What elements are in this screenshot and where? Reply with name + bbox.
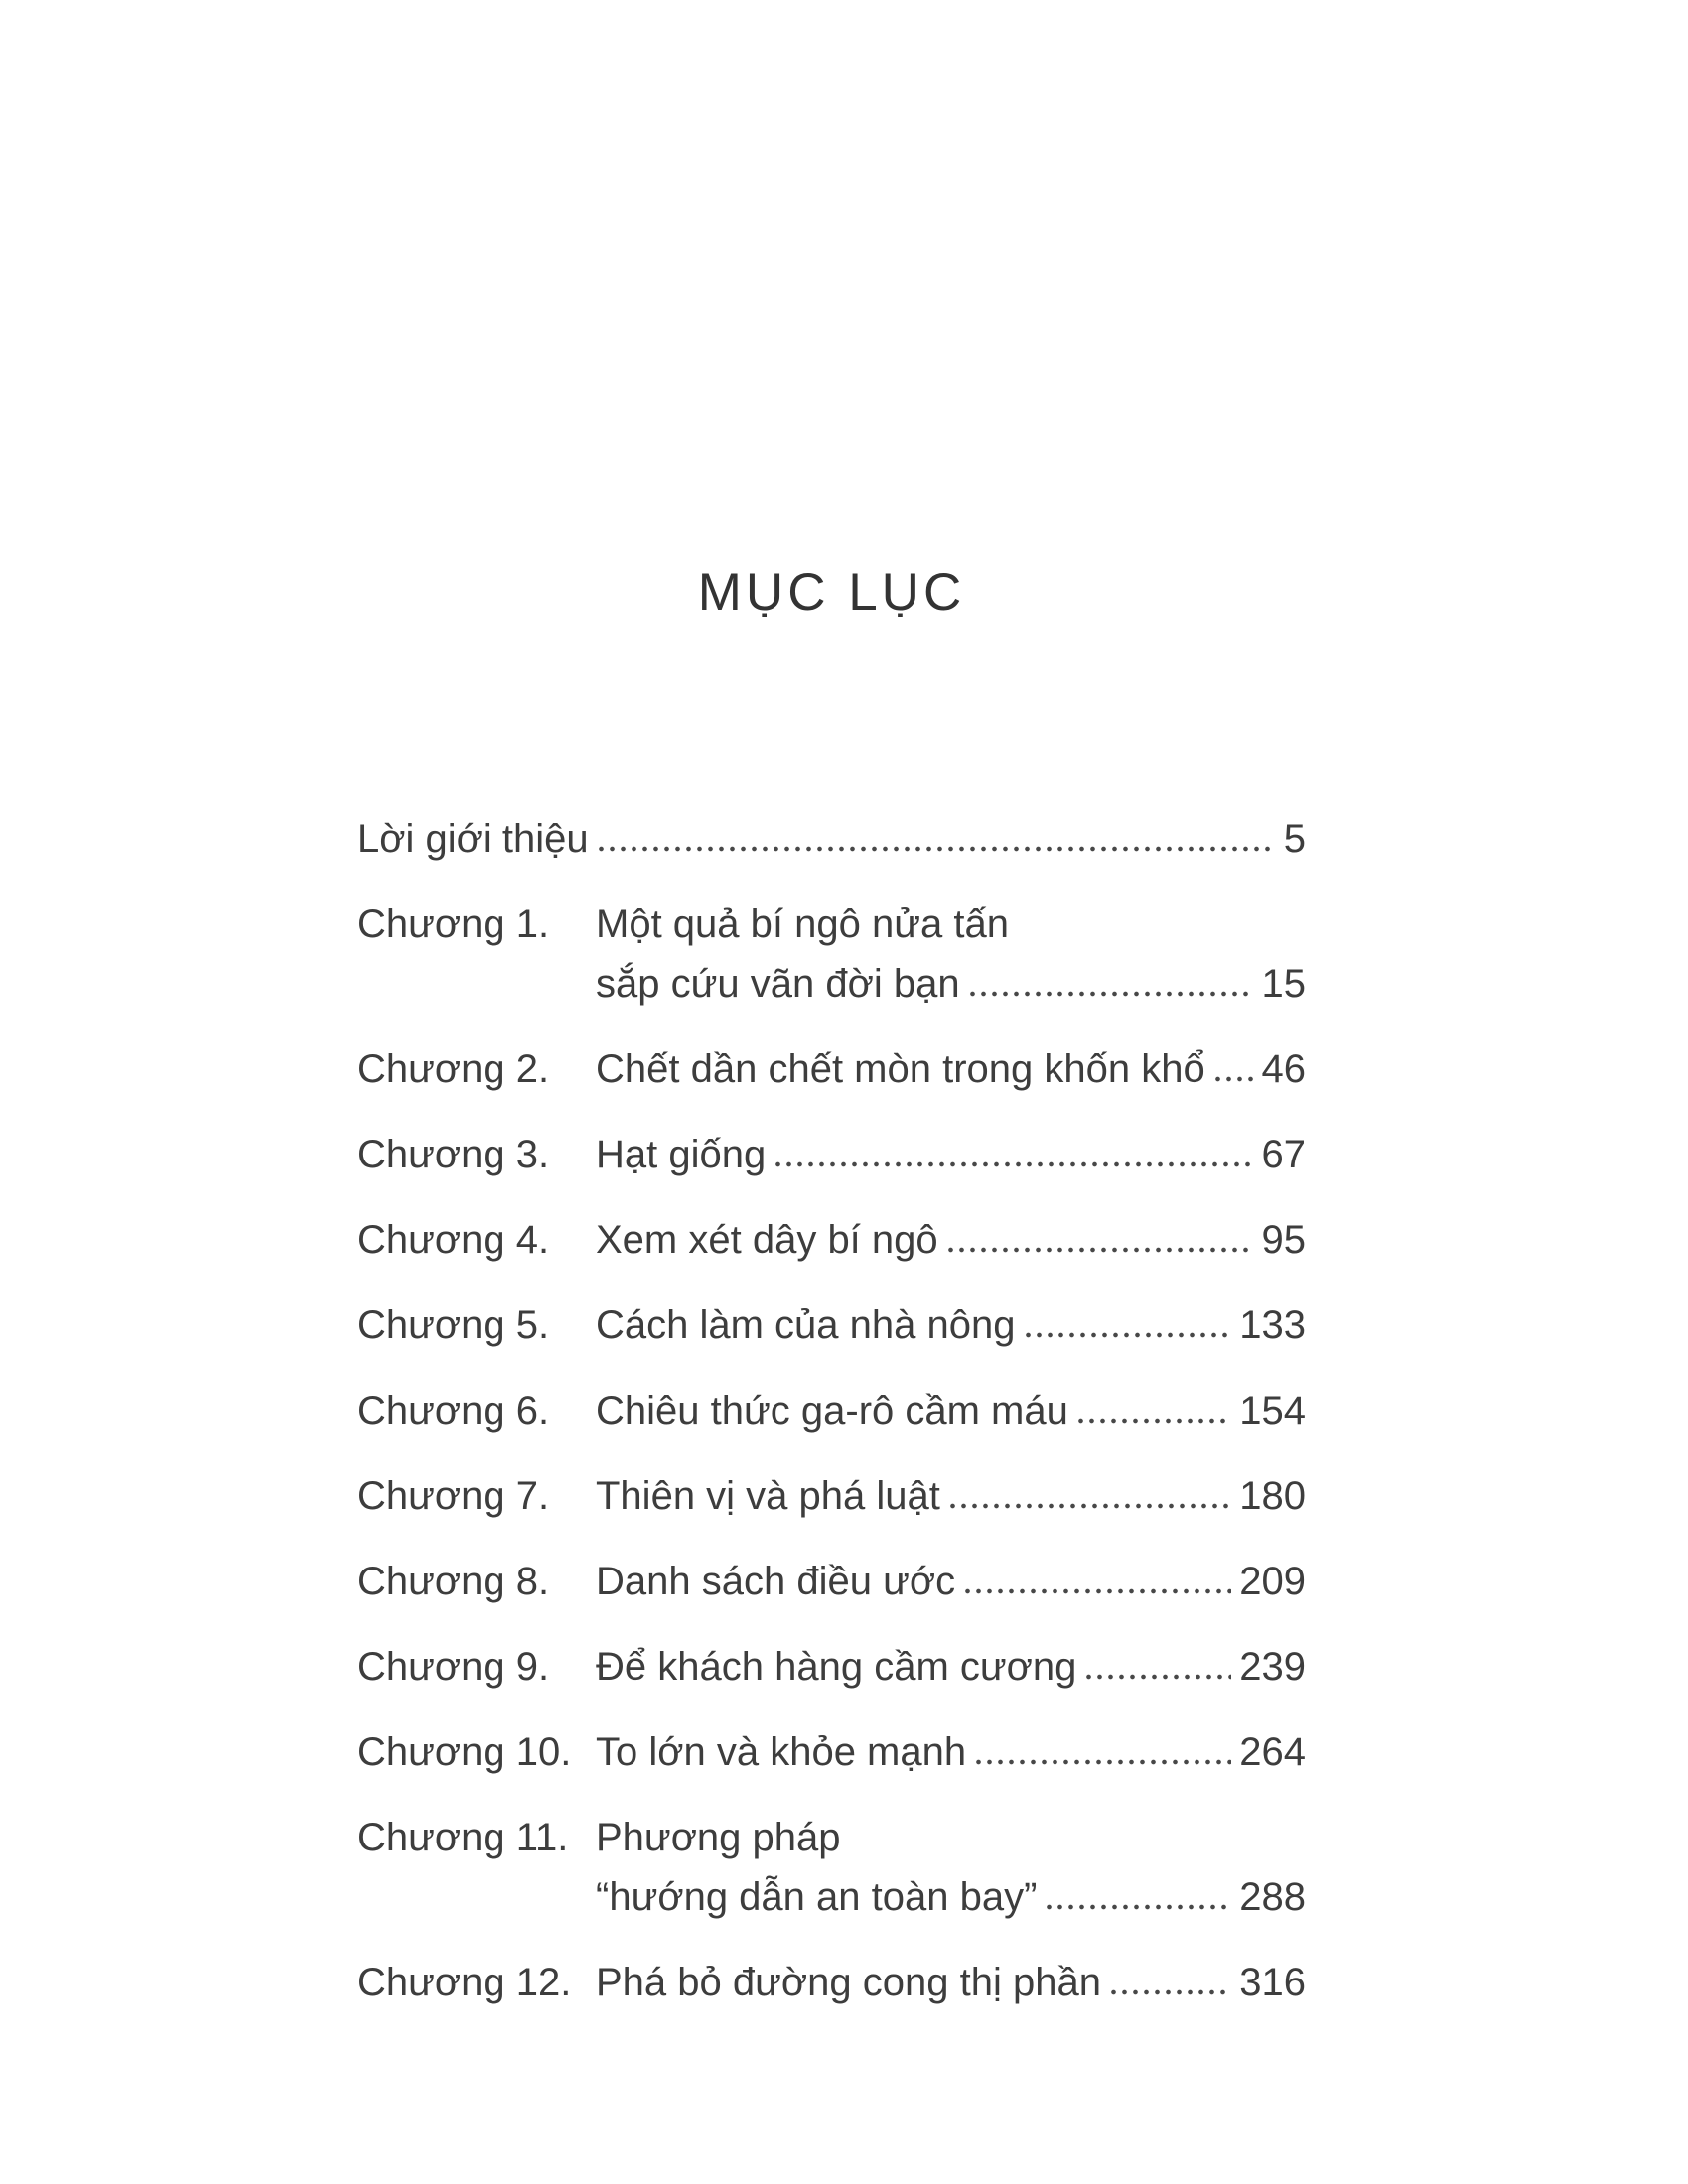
chapter-title: Cách làm của nhà nông <box>596 1303 1016 1347</box>
toc-entry <box>357 894 1306 1014</box>
toc-entry <box>357 1466 1306 1526</box>
page-number: 5 <box>1283 817 1306 861</box>
entry-body <box>357 809 1306 869</box>
entry-body <box>596 1125 1306 1184</box>
page-number: 95 <box>1261 1218 1306 1262</box>
dot-leader <box>1026 1332 1232 1338</box>
toc-list <box>357 809 1306 2038</box>
dot-leader <box>599 846 1276 852</box>
entry-body <box>596 1210 1306 1270</box>
entry-line <box>596 1210 1306 1270</box>
page-number: 46 <box>1261 1047 1306 1091</box>
entry-body <box>596 1722 1306 1782</box>
dot-leader <box>775 1161 1253 1167</box>
entry-body <box>596 1637 1306 1697</box>
chapter-label: Chương 2. <box>357 1047 550 1091</box>
entry-line <box>596 1637 1306 1697</box>
page-number: 288 <box>1239 1875 1306 1919</box>
toc-entry <box>357 1210 1306 1270</box>
chapter-title: Lời giới thiệu <box>357 817 589 861</box>
entry-line <box>596 1953 1306 2012</box>
toc-entry <box>357 809 1306 869</box>
entry-line <box>596 1125 1306 1184</box>
chapter-label: Chương 7. <box>357 1474 550 1518</box>
chapter-title: Xem xét dây bí ngô <box>596 1218 938 1262</box>
page-number: 15 <box>1261 962 1306 1006</box>
chapter-label: Chương 3. <box>357 1133 550 1176</box>
chapter-title: Chết dần chết mòn trong khốn khổ <box>596 1047 1205 1091</box>
toc-entry <box>357 1039 1306 1099</box>
dot-leader <box>970 991 1254 997</box>
toc-entry <box>357 1808 1306 1927</box>
chapter-title: Hạt giống <box>596 1133 767 1176</box>
toc-entry <box>357 1296 1306 1355</box>
page-number: 67 <box>1261 1133 1306 1176</box>
chapter-label: Chương 9. <box>357 1645 550 1689</box>
entry-line <box>596 1039 1306 1099</box>
toc-entry <box>357 1953 1306 2012</box>
dot-leader <box>1078 1418 1231 1424</box>
entry-line <box>596 894 1306 954</box>
dot-leader <box>1111 1989 1231 1995</box>
dot-leader <box>1086 1674 1231 1680</box>
page-number: 154 <box>1239 1389 1306 1433</box>
dot-leader <box>1215 1076 1254 1082</box>
dot-leader <box>948 1247 1254 1253</box>
chapter-label: Chương 10. <box>357 1730 572 1774</box>
page-number: 180 <box>1239 1474 1306 1518</box>
chapter-label: Chương 1. <box>357 902 550 946</box>
entry-line <box>596 1867 1306 1927</box>
toc-entry <box>357 1637 1306 1697</box>
dot-leader <box>976 1759 1231 1765</box>
chapter-title: To lớn và khỏe mạnh <box>596 1730 967 1774</box>
entry-body <box>596 1808 1306 1927</box>
chapter-label: Chương 5. <box>357 1303 550 1347</box>
chapter-title: Phá bỏ đường cong thị phần <box>596 1961 1101 2004</box>
chapter-title: Chiêu thức ga-rô cầm máu <box>596 1389 1068 1433</box>
page-number: 316 <box>1239 1961 1306 2004</box>
chapter-label: Chương 12. <box>357 1961 572 2004</box>
chapter-title: Để khách hàng cầm cương <box>596 1645 1077 1689</box>
toc-entry <box>357 1552 1306 1611</box>
entry-line <box>596 1808 1306 1867</box>
page-number: 264 <box>1239 1730 1306 1774</box>
entry-body <box>596 1381 1306 1440</box>
toc-entry <box>357 1722 1306 1782</box>
entry-line <box>596 1552 1306 1611</box>
chapter-title: sắp cứu vãn đời bạn <box>596 962 960 1006</box>
toc-entry <box>357 1125 1306 1184</box>
page-number: 133 <box>1239 1303 1306 1347</box>
entry-body <box>596 1466 1306 1526</box>
entry-body <box>596 1953 1306 2012</box>
dot-leader <box>965 1588 1231 1594</box>
entry-line <box>596 1296 1306 1355</box>
entry-body <box>596 1039 1306 1099</box>
chapter-title: Một quả bí ngô nửa tấn <box>596 902 1009 946</box>
toc-entry <box>357 1381 1306 1440</box>
chapter-title: Thiên vị và phá luật <box>596 1474 940 1518</box>
page-title: MỤC LỤC <box>697 563 966 621</box>
chapter-label: Chương 6. <box>357 1389 550 1433</box>
chapter-title: Phương pháp <box>596 1816 841 1859</box>
chapter-label: Chương 8. <box>357 1560 550 1603</box>
dot-leader <box>1047 1904 1231 1910</box>
chapter-title: Danh sách điều ước <box>596 1560 956 1603</box>
entry-line <box>357 809 1306 869</box>
entry-body <box>596 1552 1306 1611</box>
dot-leader <box>950 1503 1231 1509</box>
entry-body <box>596 894 1306 1014</box>
entry-body <box>596 1296 1306 1355</box>
chapter-title: “hướng dẫn an toàn bay” <box>596 1875 1038 1919</box>
entry-line <box>596 1381 1306 1440</box>
chapter-label: Chương 11. <box>357 1816 569 1859</box>
page-number: 239 <box>1239 1645 1306 1689</box>
entry-line <box>596 1722 1306 1782</box>
entry-line <box>596 1466 1306 1526</box>
page-number: 209 <box>1239 1560 1306 1603</box>
chapter-label: Chương 4. <box>357 1218 550 1262</box>
entry-line <box>596 954 1306 1014</box>
